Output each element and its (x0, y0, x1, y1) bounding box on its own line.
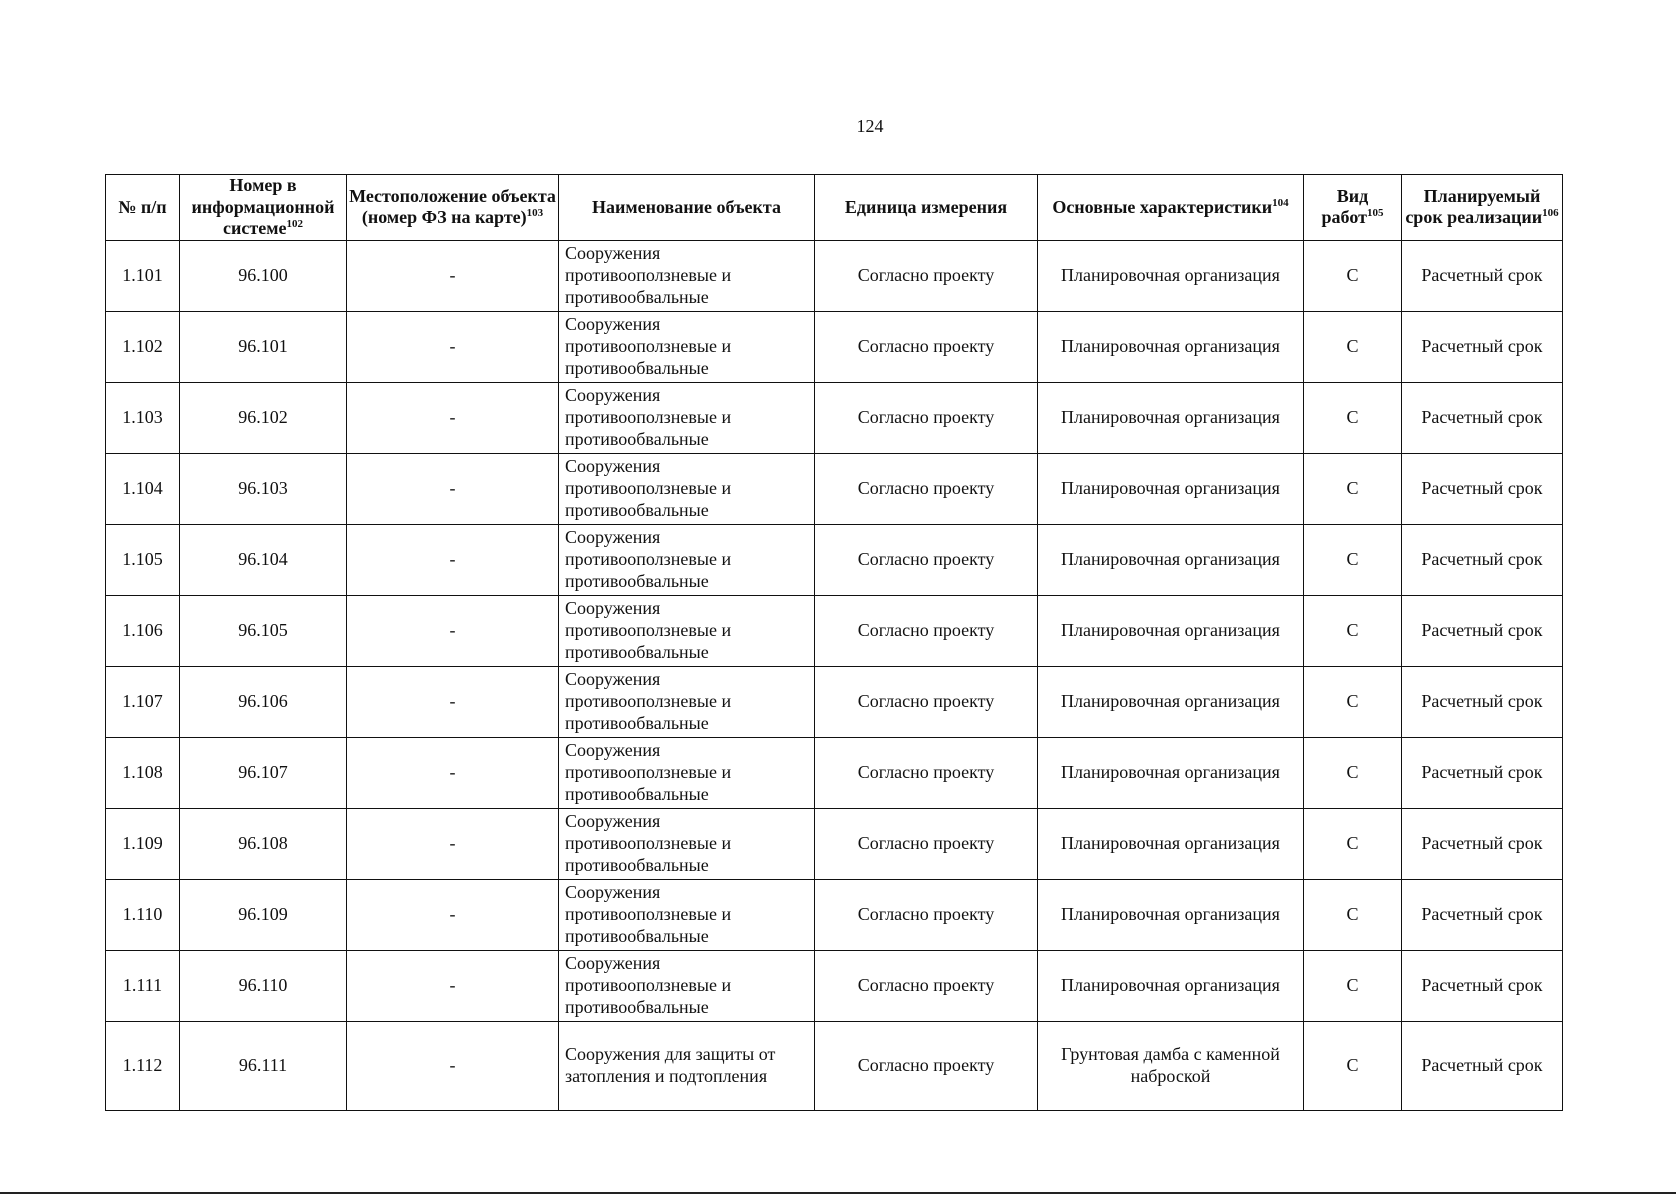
cell-number: 1.107 (106, 666, 180, 737)
cell-location: - (347, 240, 559, 311)
cell-system-id: 96.101 (180, 311, 347, 382)
cell-term: Расчетный срок (1402, 808, 1563, 879)
cell-work-type: С (1304, 524, 1402, 595)
cell-object-name: Сооружения противооползневые и противообвальные (559, 453, 815, 524)
objects-table (105, 174, 1563, 1111)
cell-characteristics: Планировочная организация (1038, 737, 1304, 808)
cell-object-name: Сооружения противооползневые и противообвальные (559, 666, 815, 737)
cell-unit: Согласно проекту (815, 1021, 1038, 1110)
cell-characteristics: Планировочная организация (1038, 595, 1304, 666)
table-row (106, 808, 1563, 879)
cell-work-type: С (1304, 311, 1402, 382)
cell-object-name: Сооружения для защиты от затопления и подтопления (559, 1021, 815, 1110)
cell-system-id: 96.100 (180, 240, 347, 311)
cell-system-id: 96.102 (180, 382, 347, 453)
header-cell-unit: Единица измерения (815, 175, 1038, 241)
cell-term: Расчетный срок (1402, 382, 1563, 453)
cell-unit: Согласно проекту (815, 737, 1038, 808)
cell-unit: Согласно проекту (815, 453, 1038, 524)
cell-term: Расчетный срок (1402, 524, 1563, 595)
cell-location: - (347, 950, 559, 1021)
cell-number: 1.105 (106, 524, 180, 595)
table-row (106, 950, 1563, 1021)
cell-characteristics: Планировочная организация (1038, 879, 1304, 950)
cell-characteristics: Планировочная организация (1038, 453, 1304, 524)
cell-object-name: Сооружения противооползневые и противообвальные (559, 382, 815, 453)
cell-term: Расчетный срок (1402, 737, 1563, 808)
cell-system-id: 96.109 (180, 879, 347, 950)
cell-characteristics: Планировочная организация (1038, 666, 1304, 737)
cell-unit: Согласно проекту (815, 240, 1038, 311)
cell-unit: Согласно проекту (815, 524, 1038, 595)
cell-number: 1.110 (106, 879, 180, 950)
cell-object-name: Сооружения противооползневые и противообвальные (559, 737, 815, 808)
cell-term: Расчетный срок (1402, 879, 1563, 950)
header-cell-object-name: Наименование объекта (559, 175, 815, 241)
table-header-row (106, 175, 1563, 241)
cell-number: 1.102 (106, 311, 180, 382)
cell-unit: Согласно проекту (815, 595, 1038, 666)
cell-work-type: С (1304, 382, 1402, 453)
table-row (106, 524, 1563, 595)
cell-number: 1.104 (106, 453, 180, 524)
cell-location: - (347, 808, 559, 879)
cell-work-type: С (1304, 453, 1402, 524)
cell-term: Расчетный срок (1402, 1021, 1563, 1110)
table-row (106, 382, 1563, 453)
cell-system-id: 96.103 (180, 453, 347, 524)
table-row (106, 879, 1563, 950)
cell-location: - (347, 595, 559, 666)
cell-unit: Согласно проекту (815, 382, 1038, 453)
cell-object-name: Сооружения противооползневые и противообвальные (559, 595, 815, 666)
cell-location: - (347, 524, 559, 595)
cell-characteristics: Планировочная организация (1038, 524, 1304, 595)
cell-system-id: 96.108 (180, 808, 347, 879)
table-row (106, 737, 1563, 808)
cell-number: 1.109 (106, 808, 180, 879)
cell-location: - (347, 1021, 559, 1110)
cell-location: - (347, 879, 559, 950)
cell-unit: Согласно проекту (815, 808, 1038, 879)
cell-system-id: 96.105 (180, 595, 347, 666)
cell-unit: Согласно проекту (815, 879, 1038, 950)
table-row (106, 453, 1563, 524)
page-number: 124 (856, 116, 884, 136)
cell-system-id: 96.104 (180, 524, 347, 595)
header-cell-location: Местоположение объекта (номер ФЗ на карте)$^{103}$ (347, 175, 559, 241)
table-row (106, 595, 1563, 666)
cell-location: - (347, 453, 559, 524)
header-cell-term: Планируемый срок реализации$^{106}$ (1402, 175, 1563, 241)
cell-object-name: Сооружения противооползневые и противообвальные (559, 879, 815, 950)
cell-work-type: С (1304, 950, 1402, 1021)
cell-work-type: С (1304, 666, 1402, 737)
cell-work-type: С (1304, 1021, 1402, 1110)
cell-location: - (347, 666, 559, 737)
cell-number: 1.112 (106, 1021, 180, 1110)
cell-number: 1.111 (106, 950, 180, 1021)
cell-object-name: Сооружения противооползневые и противообвальные (559, 240, 815, 311)
cell-system-id: 96.106 (180, 666, 347, 737)
cell-number: 1.108 (106, 737, 180, 808)
table-row (106, 240, 1563, 311)
cell-work-type: С (1304, 879, 1402, 950)
header-cell-work-type: Вид работ$^{105}$ (1304, 175, 1402, 241)
cell-location: - (347, 311, 559, 382)
cell-characteristics: Планировочная организация (1038, 240, 1304, 311)
cell-term: Расчетный срок (1402, 240, 1563, 311)
cell-characteristics: Грунтовая дамба с каменной наброской (1038, 1021, 1304, 1110)
cell-characteristics: Планировочная организация (1038, 311, 1304, 382)
cell-characteristics: Планировочная организация (1038, 950, 1304, 1021)
table-row (106, 1021, 1563, 1110)
cell-object-name: Сооружения противооползневые и противообвальные (559, 950, 815, 1021)
cell-characteristics: Планировочная организация (1038, 382, 1304, 453)
table-row (106, 666, 1563, 737)
cell-location: - (347, 382, 559, 453)
cell-term: Расчетный срок (1402, 666, 1563, 737)
cell-system-id: 96.110 (180, 950, 347, 1021)
cell-system-id: 96.111 (180, 1021, 347, 1110)
cell-unit: Согласно проекту (815, 311, 1038, 382)
cell-number: 1.103 (106, 382, 180, 453)
cell-system-id: 96.107 (180, 737, 347, 808)
cell-characteristics: Планировочная организация (1038, 808, 1304, 879)
cell-object-name: Сооружения противооползневые и противообвальные (559, 524, 815, 595)
cell-work-type: С (1304, 808, 1402, 879)
header-cell-number: № п/п (106, 175, 180, 241)
cell-work-type: С (1304, 595, 1402, 666)
scan-edge-line (0, 1192, 1676, 1194)
header-cell-system-id: Номер в информационной системе$^{102}$ (180, 175, 347, 241)
cell-term: Расчетный срок (1402, 453, 1563, 524)
cell-term: Расчетный срок (1402, 595, 1563, 666)
header-cell-characteristics: Основные характеристики$^{104}$ (1038, 175, 1304, 241)
cell-unit: Согласно проекту (815, 950, 1038, 1021)
cell-unit: Согласно проекту (815, 666, 1038, 737)
cell-number: 1.106 (106, 595, 180, 666)
cell-term: Расчетный срок (1402, 950, 1563, 1021)
table-row (106, 311, 1563, 382)
cell-work-type: С (1304, 240, 1402, 311)
cell-number: 1.101 (106, 240, 180, 311)
cell-object-name: Сооружения противооползневые и противообвальные (559, 311, 815, 382)
cell-work-type: С (1304, 737, 1402, 808)
cell-location: - (347, 737, 559, 808)
cell-term: Расчетный срок (1402, 311, 1563, 382)
cell-object-name: Сооружения противооползневые и противообвальные (559, 808, 815, 879)
